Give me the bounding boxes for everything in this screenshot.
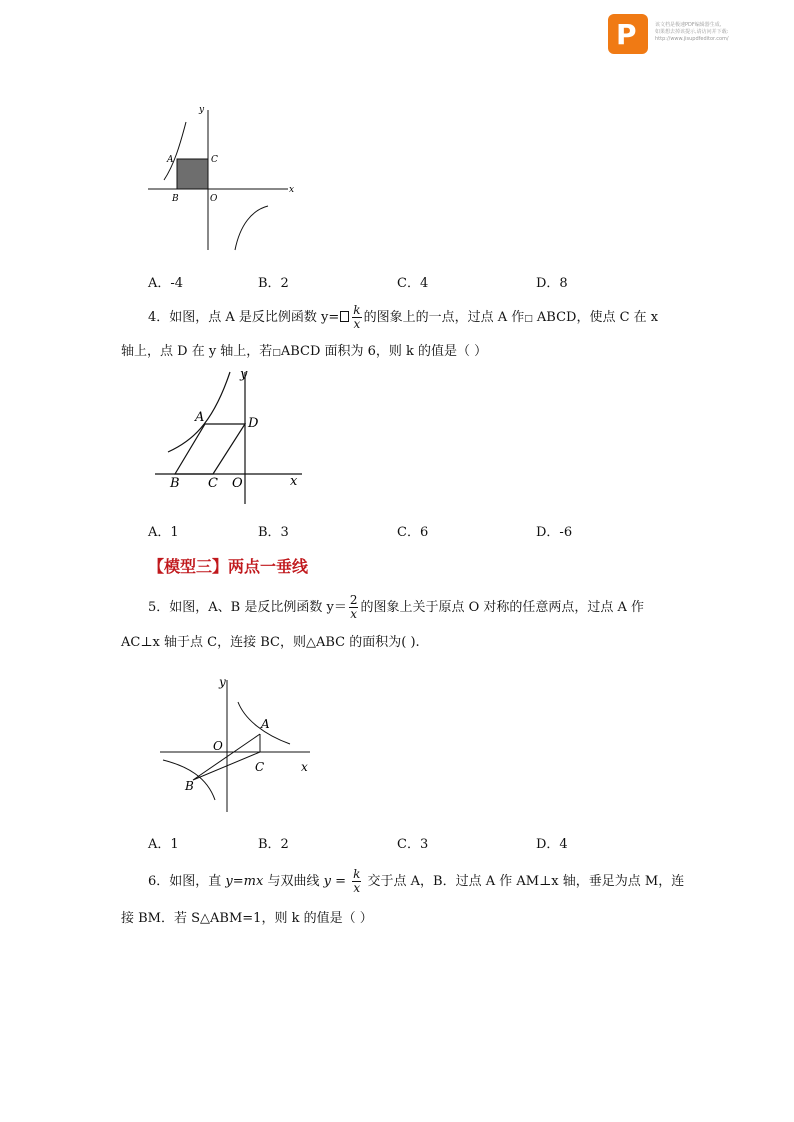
q5-option-a[interactable]: A．1 — [148, 837, 179, 852]
q5-line-2: AC⊥x 轴于点 C，连接 BC，则△ABC 的面积为( ). — [121, 635, 420, 650]
q5-text-pre: 5．如图，A、B 是反比例函数 y＝ — [148, 600, 347, 615]
q4-label-x: x — [290, 474, 298, 489]
q4-line2-pre: 轴上，点 D 在 y 轴上，若 — [121, 344, 273, 359]
q3-option-b[interactable]: B．2 — [258, 276, 289, 291]
q5-option-c[interactable]: C．3 — [397, 837, 429, 852]
q4-text-tail: ABCD，使点 C 在 x — [536, 310, 659, 325]
q3-label-x: x — [289, 185, 295, 195]
q6-fraction — [352, 868, 361, 895]
q6-text-mid: 与双曲线 — [263, 874, 324, 889]
q4-option-c[interactable]: C．6 — [397, 525, 429, 540]
q6-text-post: 交于点 A，B．过点 A 作 AM⊥x 轴，垂足为点 M，连 — [363, 874, 685, 889]
logo-note-line-1: 该文档是极速PDF编辑器生成, — [655, 22, 722, 28]
q4-label-D: D — [248, 416, 259, 431]
q4-label-A: A — [195, 410, 205, 425]
logo-note-line-2: 如果想去掉该提示,请访问并下载: — [655, 29, 729, 35]
q6-eq-sign: = — [330, 874, 351, 889]
q4-line-1: 4．如图，点 A 是反比例函数 y= $\frac{k}{x}$ 的图象上的一点，过点 A 作□ ABCD，使点 C 在 x — [148, 303, 659, 331]
logo-note — [655, 22, 729, 43]
q4-option-d[interactable]: D．-6 — [536, 525, 573, 540]
q5-label-y: y — [219, 675, 226, 689]
q3-option-a[interactable]: A．-4 — [148, 276, 184, 291]
q4-figure — [150, 364, 310, 509]
q3-option-c[interactable]: C．4 — [397, 276, 429, 291]
q5-frac-num: 2 — [349, 593, 358, 607]
q5-fraction — [349, 594, 359, 621]
pdf-editor-logo — [608, 14, 648, 54]
q6-eq-line: y=mx — [225, 874, 264, 889]
q3-option-d[interactable]: D．8 — [536, 276, 568, 291]
q3-label-C: C — [211, 155, 218, 165]
q4-label-B: B — [170, 476, 180, 491]
q4-option-b[interactable]: B．3 — [258, 525, 289, 540]
q6-text-pre: 6．如图，直 — [148, 874, 226, 889]
q3-label-y: y — [199, 105, 205, 115]
q6-frac-num: k — [353, 867, 361, 881]
q5-label-B: B — [185, 779, 194, 793]
q4-text-pre: 4．如图，点 A 是反比例函数 y= — [148, 310, 340, 325]
q5-label-x: x — [301, 760, 308, 774]
q4-label-y: y — [240, 367, 248, 382]
q6-frac-den: x — [353, 881, 361, 895]
q5-option-d[interactable]: D．4 — [536, 837, 568, 852]
q4-label-O: O — [232, 476, 243, 491]
q5-text-post: 的图象上关于原点 O 对称的任意两点，过点 A 作 — [360, 600, 645, 615]
q5-label-O: O — [213, 739, 223, 753]
q4-frac-den: x — [353, 317, 361, 331]
q6-line-2: 接 BM．若 S△ABM=1，则 k 的值是（ ） — [121, 911, 373, 926]
q5-label-A: A — [261, 717, 270, 731]
q4-option-a[interactable]: A．1 — [148, 525, 179, 540]
q5-figure — [155, 672, 320, 817]
q5-label-C: C — [255, 760, 265, 774]
q4-fraction — [352, 304, 361, 331]
q5-frac-den: x — [350, 607, 358, 621]
q4-label-C: C — [208, 476, 218, 491]
q3-figure — [140, 100, 310, 260]
q4-frac-num: k — [353, 303, 361, 317]
q3-label-O: O — [210, 194, 218, 204]
q5-line-1 — [148, 594, 644, 621]
q3-shaded-rectangle — [177, 159, 208, 189]
q6-line-1 — [148, 868, 684, 895]
q6-eq-y: y — [323, 874, 331, 889]
q3-curve-right — [235, 206, 268, 250]
q3-label-A: A — [167, 155, 174, 165]
logo-note-line-3: http://www.jisupdfeditor.com/ — [655, 36, 729, 42]
q4-text-post: 的图象上的一点，过点 A 作 — [363, 310, 525, 325]
q4-box-symbol — [340, 311, 349, 322]
logo-letter: P — [616, 18, 637, 51]
q4-parallelogram — [175, 424, 245, 474]
q4-line-2: 轴上，点 D 在 y 轴上，若□ABCD 面积为 6，则 k 的值是（ ） — [121, 344, 488, 359]
section-heading: 【模型三】两点一垂线 — [148, 557, 309, 576]
q3-label-B: B — [172, 194, 179, 204]
q4-line2-post: ABCD 面积为 6，则 k 的值是（ ） — [280, 344, 488, 359]
q5-option-b[interactable]: B．2 — [258, 837, 289, 852]
